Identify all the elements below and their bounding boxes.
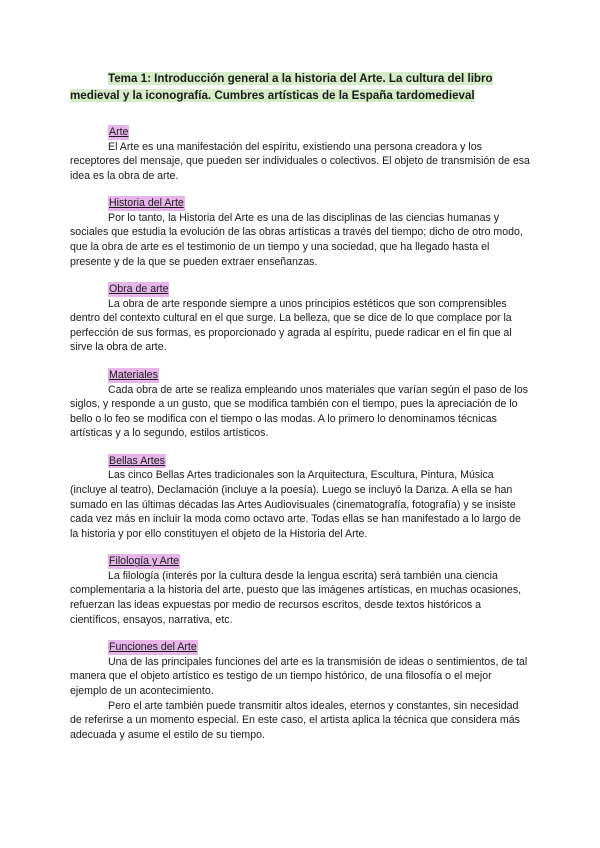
sections-container [70,125,530,742]
section-paragraph: Pero el arte también puede transmitir altos ideales, eternos y constantes, sin necesidad de referirse a un momento especial. En este caso, el artista aplica la técnica que considera más adecuada y asume el estilo de su tiempo. [70,699,520,741]
section [70,196,530,269]
section-paragraph: Cada obra de arte se realiza empleando unos materiales que varían según el paso de los siglos, y responde a un gusto, que se modifica también con el tiempo, pues la apreciación de lo bello o lo feo se modifica con el tiempo o las modas. A lo primero lo denominamos técnicas artísticas y a lo segundo, estilos artísticos. [70,383,528,440]
section [70,282,530,355]
section-paragraph: El Arte es una manifestación del espíritu, existiendo una persona creadora y los receptores del mensaje, que pueden ser individuales o colectivos. El objeto de transmisión de esa idea es la obra de arte. [70,140,530,182]
document-page [70,70,530,755]
section-heading: Funciones del Arte [109,641,197,654]
section-paragraph: La filología (interés por la cultura desde la lengua escrita) será también una ciencia complementaria a la historia del arte, puesto que las imágenes artísticas, en muchas ocasiones, refuerzan las ideas expuestas por medio de recursos escritos, desde textos históricos a científicos, ensayos, narrativa, etc. [70,569,522,626]
section-paragraph: La obra de arte responde siempre a unos principios estéticos que son comprensibles dentro del contexto cultural en el que surge. La belleza, que se dice de lo que complace por la perfección de sus formas, es proporcionado y agrada al espíritu, puede radicar en el fin que al sirve la obra de arte. [70,297,512,354]
section-paragraph: Por lo tanto, la Historia del Arte es una de las disciplinas de las ciencias humanas y sociales que estudia la evolución de las obras artísticas a través del tiempo; dicho de otro modo, que la obra de arte es el testimonio de un tiempo y una sociedad, que ha llegado hasta el presente y de la que se pueden extraer enseñanzas. [70,211,523,268]
section [70,368,530,441]
section-heading: Obra de arte [109,283,169,296]
section-heading: Filología y Arte [109,555,180,568]
section [70,640,530,742]
section [70,454,530,541]
section-heading: Historia del Arte [109,197,184,210]
section [70,554,530,627]
section-heading: Bellas Artes [109,454,165,467]
document-title [70,70,530,104]
section-paragraph: Una de las principales funciones del arte es la transmisión de ideas o sentimientos, de tal manera que el objeto artístico es testigo de un tiempo histórico, de una filosofía o el mejor ejemplo de un acontecimiento. [70,655,528,697]
title-text: Tema 1: Introducción general a la historia del Arte. La cultura del libro medieval y la iconografía. Cumbres artísticas de la España tardomedieval [70,72,493,102]
section-paragraph: Las cinco Bellas Artes tradicionales son la Arquitectura, Escultura, Pintura, Música (incluye al teatro), Declamación (incluye a la poesía). Luego se incluyó la Danza. A ella se han sumado en las últimas décadas las Artes Audiovisuales (cinematografía, fotografía) y se insiste cada vez más en incluir la moda como octavo arte. Todas ellas se han manifestado a lo largo de la historia y por ello constituyen el objeto de la Historia del Arte. [70,469,521,540]
section [70,125,530,183]
section-heading: Arte [109,126,129,138]
section-heading: Materiales [109,369,158,382]
